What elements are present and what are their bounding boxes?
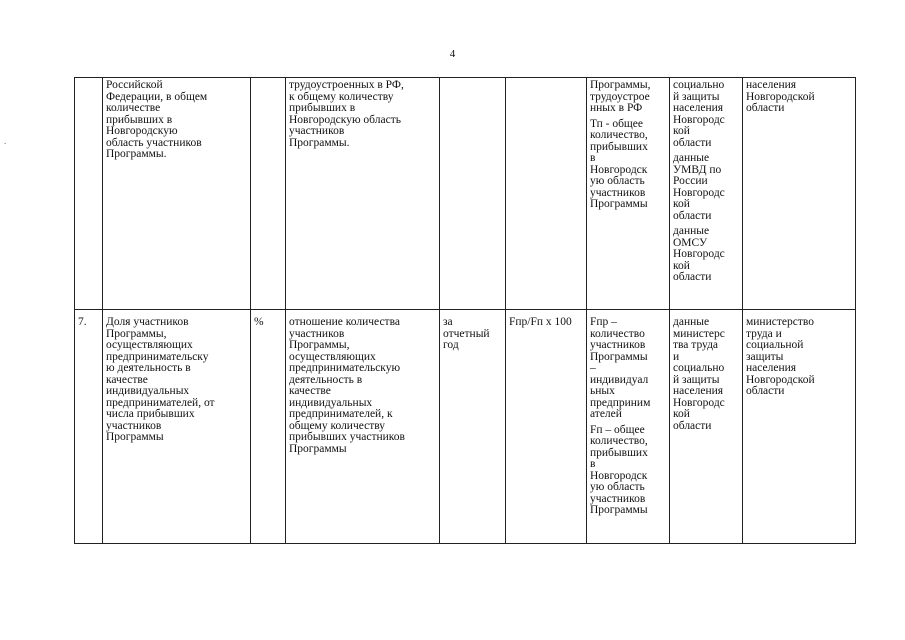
explanation-item: Тп - общее количество, прибывших в Новгородск ую область участников Программы bbox=[590, 117, 648, 210]
indicator-name: Российской Федерации, в общем количестве прибывших в Новгородскую область участников Программы. bbox=[103, 78, 251, 310]
formula: Fпр/Fп x 100 bbox=[506, 310, 587, 544]
indicator-name: Доля участников Программы, осуществляющих предпринимательску ю деятельность в качестве индивидуальных предпринимателей, от числа прибывших участников Программы bbox=[103, 310, 251, 544]
formula-explanation bbox=[587, 78, 670, 310]
explanation-item: Fпр – количество участников Программы – индивидуал ьных предприним ателей bbox=[590, 316, 651, 420]
unit: % bbox=[251, 310, 286, 544]
source-item: данные ОМСУ Новгородс кой области bbox=[673, 225, 725, 283]
responsible-body: населения Новгородской области bbox=[743, 78, 856, 310]
responsible-body: министерство труда и социальной защиты населения Новгородской области bbox=[743, 310, 856, 544]
page-number: 4 bbox=[449, 48, 456, 60]
source-item: социально й защиты населения Новгородс кой области bbox=[673, 79, 725, 149]
row-number bbox=[75, 78, 103, 310]
margin-mark: . bbox=[4, 136, 7, 146]
source-item: данные УМВД по России Новгородс кой области bbox=[673, 152, 725, 222]
reporting-period: за отчетный год bbox=[440, 310, 506, 544]
explanation-item: Fп – общее количество, прибывших в Новгородск ую область участников Программы bbox=[590, 423, 648, 516]
indicators-table bbox=[74, 77, 856, 544]
unit bbox=[251, 78, 286, 310]
row-number: 7. bbox=[75, 310, 103, 544]
indicator-definition: трудоустроенных в РФ, к общему количеству прибывших в Новгородскую область участников Программы. bbox=[286, 78, 440, 310]
explanation-item: Программы, трудоустрое нных в РФ bbox=[590, 79, 651, 114]
source-item: данные министерс тва труда и социально й защиты населения Новгородс кой области bbox=[673, 316, 725, 432]
formula-explanation bbox=[587, 310, 670, 544]
reporting-period bbox=[440, 78, 506, 310]
formula bbox=[506, 78, 587, 310]
data-sources bbox=[670, 78, 743, 310]
indicator-definition: отношение количества участников Программы, осуществляющих предпринимательскую деятельность в качестве индивидуальных предпринимателей, к общему количеству прибывших участников Программы bbox=[286, 310, 440, 544]
data-sources bbox=[670, 310, 743, 544]
table-row bbox=[75, 78, 856, 310]
table-row bbox=[75, 310, 856, 544]
